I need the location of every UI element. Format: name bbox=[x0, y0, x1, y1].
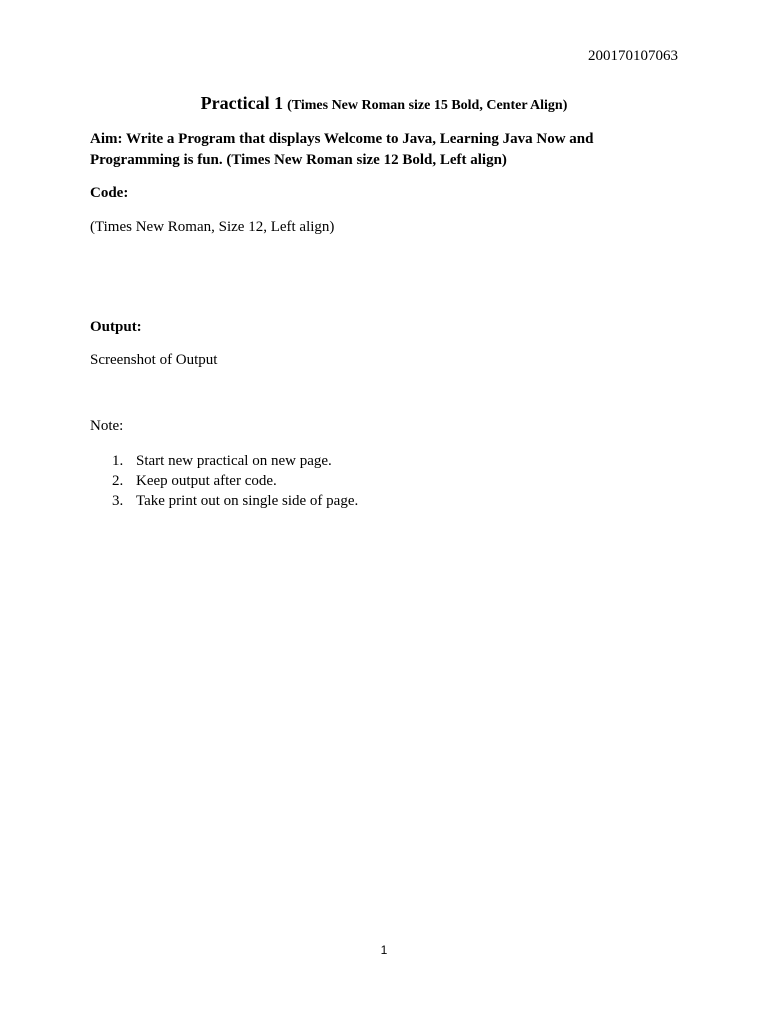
note-heading: Note: bbox=[90, 418, 124, 434]
output-placeholder-text: Screenshot of Output bbox=[90, 352, 218, 368]
list-item-text: Take print out on single side of page. bbox=[136, 493, 359, 509]
note-list bbox=[90, 451, 358, 511]
page-number: 1 bbox=[380, 943, 388, 957]
practical-title bbox=[0, 93, 768, 114]
aim-statement: Aim: Write a Program that displays Welcome to Java, Learning Java Now and Programming is fun. (Times New Roman size 12 Bold, Left align) bbox=[90, 131, 594, 168]
list-item bbox=[90, 491, 358, 511]
list-item bbox=[90, 471, 358, 491]
code-format-note: (Times New Roman, Size 12, Left align) bbox=[90, 219, 335, 235]
list-item bbox=[90, 451, 358, 471]
output-heading: Output: bbox=[90, 319, 142, 335]
list-item-text: Keep output after code. bbox=[136, 473, 277, 489]
practical-title-main: Practical 1 bbox=[200, 93, 284, 113]
enrollment-number: 200170107063 bbox=[588, 48, 678, 64]
list-item-number: 2. bbox=[112, 473, 124, 489]
list-item-number: 1. bbox=[112, 453, 124, 469]
practical-title-format-note: (Times New Roman size 15 Bold, Center Align) bbox=[287, 98, 568, 113]
list-item-text: Start new practical on new page. bbox=[136, 453, 332, 469]
list-item-number: 3. bbox=[112, 493, 124, 509]
code-heading: Code: bbox=[90, 185, 129, 201]
